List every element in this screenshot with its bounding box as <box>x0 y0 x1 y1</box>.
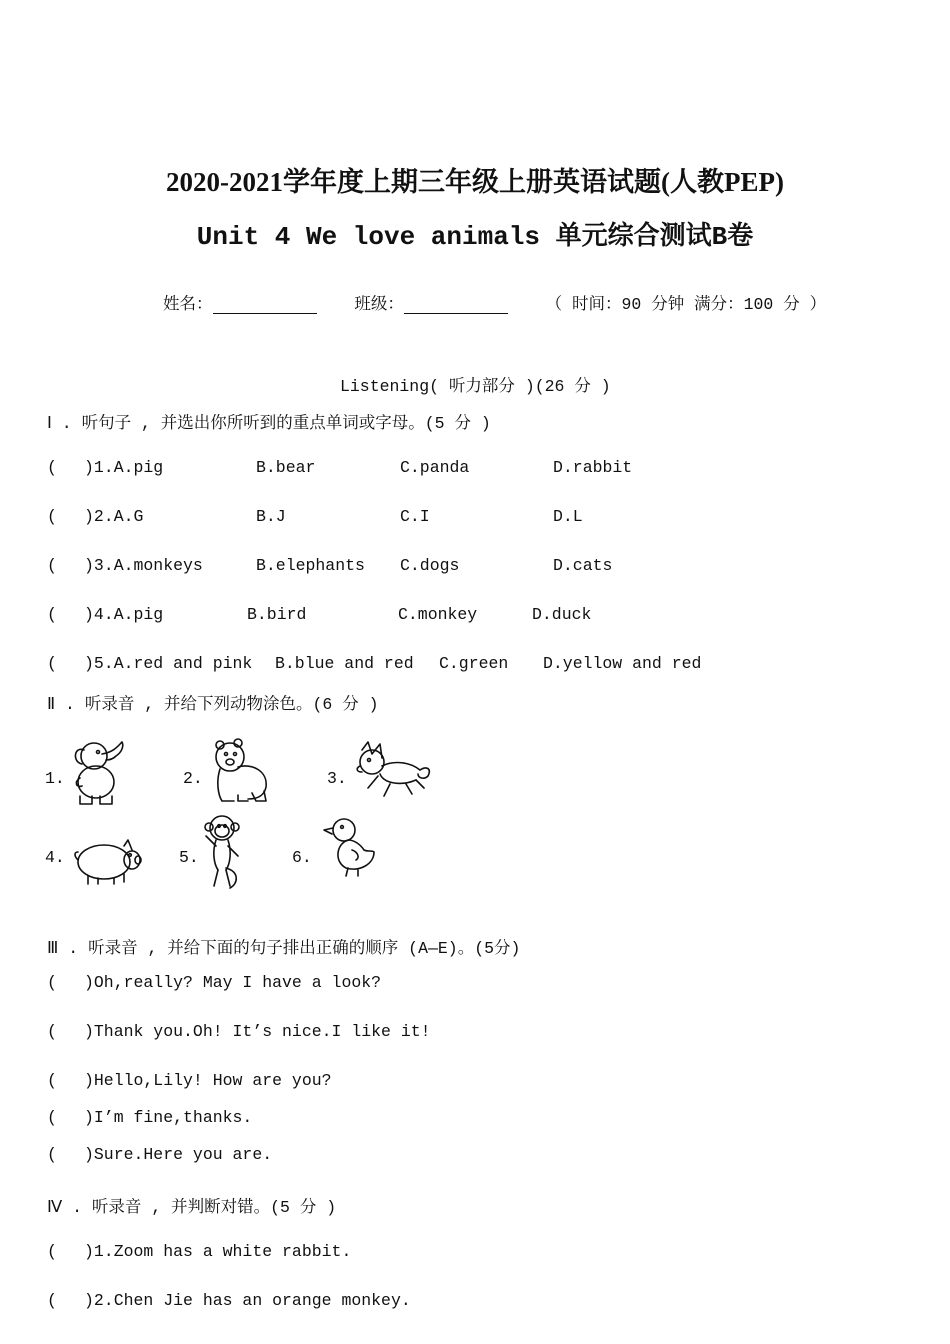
monkey-icon <box>205 816 239 888</box>
sentence-item: )I’m fine,thanks. <box>84 1108 253 1127</box>
animal-number: 1. <box>45 769 65 788</box>
answer-paren[interactable]: ( <box>47 654 57 673</box>
option-a: )5.A.red and pink <box>84 654 253 673</box>
option-b: B.elephants <box>256 556 365 575</box>
answer-paren[interactable]: ( <box>47 1022 57 1041</box>
answer-paren[interactable]: ( <box>47 1108 57 1127</box>
answer-paren[interactable]: ( <box>47 1071 57 1090</box>
name-label: 姓名： <box>163 295 213 314</box>
exam-title: 2020-2021学年度上期三年级上册英语试题(人教PEP) <box>166 167 784 197</box>
judgement-item: )1.Zoom has a white rabbit. <box>84 1242 352 1261</box>
duck-icon <box>324 819 374 876</box>
bear-icon <box>216 739 266 801</box>
sentence-item: )Sure.Here you are. <box>84 1145 273 1164</box>
elephant-icon <box>66 738 128 808</box>
option-c: C.monkey <box>398 605 478 624</box>
answer-paren[interactable]: ( <box>47 458 57 477</box>
judgement-item: )2.Chen Jie has an orange monkey. <box>84 1291 411 1310</box>
listening-heading: Listening( 听力部分 )(26 分 ) <box>340 377 611 396</box>
answer-paren[interactable]: ( <box>47 1242 57 1261</box>
option-c: C.panda <box>400 458 470 477</box>
sentence-item: )Hello,Lily! How are you? <box>84 1071 332 1090</box>
option-c: C.dogs <box>400 556 460 575</box>
animal-number: 4. <box>45 848 65 867</box>
animal-number: 3. <box>327 769 347 788</box>
option-c: C.green <box>439 654 509 673</box>
answer-paren[interactable]: ( <box>47 1145 57 1164</box>
answer-paren[interactable]: ( <box>47 605 57 624</box>
option-d: D.duck <box>532 605 592 624</box>
answer-paren[interactable]: ( <box>47 973 57 992</box>
option-b: B.blue and red <box>275 654 414 673</box>
dog-icon <box>357 742 429 796</box>
time-score-info: （ 时间：90 分钟 满分：100 分 ） <box>545 295 827 314</box>
section2-title: Ⅱ . 听录音 , 并给下列动物涂色。(6 分 ) <box>47 695 379 714</box>
option-a: )3.A.monkeys <box>84 556 203 575</box>
pig-icon <box>75 840 141 884</box>
option-d: D.yellow and red <box>543 654 702 673</box>
option-b: B.bird <box>247 605 307 624</box>
option-b: B.bear <box>256 458 316 477</box>
answer-paren[interactable]: ( <box>47 507 57 526</box>
name-blank[interactable] <box>213 295 317 314</box>
animal-number: 2. <box>183 769 203 788</box>
option-a: )4.A.pig <box>84 605 164 624</box>
section4-title: Ⅳ . 听录音 , 并判断对错。(5 分 ) <box>47 1198 337 1217</box>
answer-paren[interactable]: ( <box>47 1291 57 1310</box>
sentence-item: )Thank you.Oh! It’s nice.I like it! <box>84 1022 431 1041</box>
sentence-item: )Oh,really? May I have a look? <box>84 973 382 992</box>
student-info-row <box>163 290 826 314</box>
section3-title: Ⅲ . 听录音 , 并给下面的句子排出正确的顺序 (A—E)。(5分) <box>47 939 521 958</box>
option-a: )2.A.G <box>84 507 144 526</box>
class-blank[interactable] <box>404 295 508 314</box>
answer-paren[interactable]: ( <box>47 556 57 575</box>
animal-number: 5. <box>179 848 199 867</box>
option-c: C.I <box>400 507 430 526</box>
option-d: D.L <box>553 507 583 526</box>
option-b: B.J <box>256 507 286 526</box>
option-a: )1.A.pig <box>84 458 164 477</box>
option-d: D.cats <box>553 556 613 575</box>
section1-title: Ⅰ . 听句子 , 并选出你所听到的重点单词或字母。(5 分 ) <box>47 414 491 433</box>
unit-subtitle: Unit 4 We love animals 单元综合测试B卷 <box>196 222 754 252</box>
option-d: D.rabbit <box>553 458 633 477</box>
class-label: 班级： <box>354 295 404 314</box>
animal-number: 6. <box>292 848 312 867</box>
question-row <box>47 458 57 477</box>
